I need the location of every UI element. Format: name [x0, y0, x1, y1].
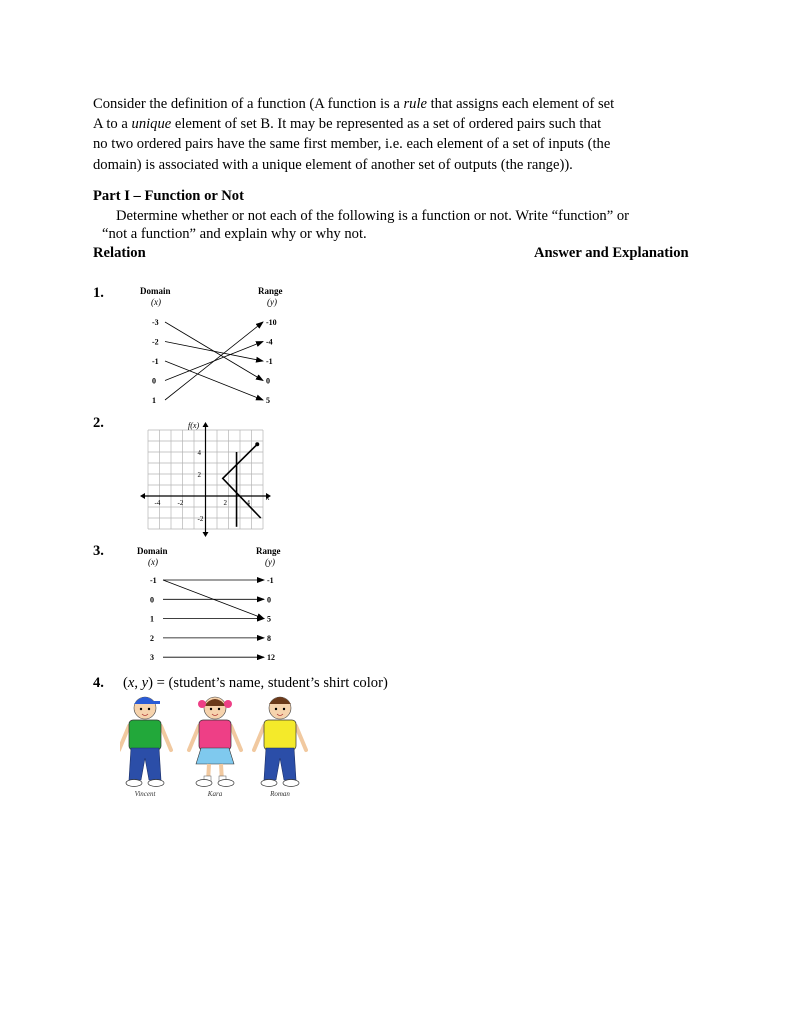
q2-y-tick-label: 4	[197, 449, 201, 457]
column-header-relation: Relation	[93, 245, 146, 261]
q3-range-value: -1	[267, 576, 274, 585]
q1-mapping-arrow	[165, 322, 263, 400]
student-shoe	[261, 780, 277, 787]
q1-domain-value: 1	[152, 396, 156, 405]
q1-range-var: (y)	[267, 297, 277, 307]
q3-range-label: Range	[256, 546, 281, 556]
q3-range-value: 5	[267, 614, 271, 624]
q1-range-value: -4	[266, 337, 273, 347]
student-name-label: Vincent	[134, 790, 156, 798]
student-eye	[140, 708, 142, 710]
student-cap-brim	[149, 701, 160, 704]
student-arm	[120, 726, 129, 750]
student-eye	[210, 708, 212, 710]
student-jeans	[129, 748, 161, 780]
q3-range-value: 8	[267, 633, 271, 643]
question-1-mapping-diagram	[130, 282, 300, 410]
q1-domain-value: -2	[152, 337, 159, 347]
student-name-label: Kara	[207, 790, 223, 798]
q3-range-value: 0	[267, 595, 271, 605]
question-1-number: 1.	[93, 285, 104, 301]
q2-y-tick-label: 2	[197, 471, 201, 479]
student-shoe	[126, 780, 142, 787]
intro-line-4: domain) is associated with a unique element of another set of outputs (the range)).	[93, 156, 573, 173]
student-arm	[231, 726, 241, 750]
student-shirt	[199, 720, 231, 750]
student-eye	[275, 708, 277, 710]
student-jeans	[264, 748, 296, 780]
q1-domain-value: -1	[152, 357, 159, 366]
student-figure	[254, 697, 306, 798]
instructions-line-1: Determine whether or not each of the following is a function or not. Write “function” or	[116, 208, 630, 224]
student-arm	[254, 726, 264, 750]
question-2-graph	[138, 418, 278, 540]
student-arm	[296, 726, 306, 750]
question-3-mapping-diagram	[130, 543, 300, 665]
student-arm	[161, 726, 171, 750]
student-hair-bow	[198, 700, 206, 708]
student-shoe	[218, 780, 234, 787]
student-figure	[120, 697, 171, 798]
student-hair	[269, 697, 291, 704]
student-eye	[218, 708, 220, 710]
question-4-text: (x, y) = (student’s name, student’s shirt color)	[123, 675, 388, 691]
q2-x-axis-arrow-left	[140, 493, 145, 499]
q1-range-label: Range	[258, 286, 283, 296]
student-eye	[283, 708, 285, 710]
q2-x-tick-label: -4	[154, 499, 161, 507]
intro-line-2: A to a unique element of set B. It may be represented as a set of ordered pairs such that	[93, 116, 602, 133]
q1-range-value: 0	[266, 376, 270, 386]
q3-range-var: (y)	[265, 557, 275, 567]
q1-range-value: 5	[266, 396, 270, 405]
intro-paragraph	[93, 94, 693, 175]
q2-x-axis-label: x	[266, 493, 270, 502]
intro-line-3: no two ordered pairs have the same first member, i.e. each element of a set of inputs (the	[93, 136, 611, 153]
part-title: Part I – Function or Not	[93, 188, 244, 204]
q2-y-tick-label: -2	[197, 515, 204, 523]
column-header-answer: Answer and Explanation	[534, 245, 689, 261]
student-skirt	[196, 748, 234, 764]
student-hair-bow	[224, 700, 232, 708]
q1-domain-var: (x)	[151, 297, 161, 307]
q2-x-tick-label: 4	[246, 499, 250, 507]
question-4-number: 4.	[93, 675, 104, 691]
student-eye	[148, 708, 150, 710]
q2-y-axis-label: f(x)	[188, 421, 200, 430]
q2-y-axis-arrow-down	[203, 532, 209, 537]
q2-y-axis-arrow-up	[203, 422, 209, 427]
q2-curve-endpoint	[255, 442, 259, 446]
student-shoe	[148, 780, 164, 787]
student-shirt	[129, 720, 161, 750]
student-name-label: Roman	[270, 790, 290, 798]
instructions-line-2: “not a function” and explain why or why not.	[102, 226, 367, 242]
q3-domain-value: 0	[150, 595, 154, 605]
q3-domain-value: -1	[150, 576, 157, 585]
q3-domain-var: (x)	[148, 557, 158, 567]
q1-mapping-arrow	[165, 342, 263, 362]
q1-domain-value: -3	[152, 318, 159, 327]
q1-domain-label: Domain	[140, 286, 171, 296]
q2-x-tick-label: 2	[223, 499, 227, 507]
q3-domain-value: 1	[150, 614, 154, 624]
q3-domain-label: Domain	[137, 546, 168, 556]
q3-domain-value: 3	[150, 653, 154, 663]
student-shoe	[283, 780, 299, 787]
q2-x-tick-label: -2	[177, 499, 184, 507]
q1-range-value: -10	[266, 318, 277, 327]
question-4-students-illustration	[120, 692, 310, 800]
intro-line-1: Consider the definition of a function (A function is a rule that assigns each element of set	[93, 96, 615, 112]
q3-domain-value: 2	[150, 633, 154, 643]
student-shirt	[264, 720, 296, 750]
q1-domain-value: 0	[152, 376, 156, 386]
q3-range-value: 12	[267, 653, 275, 663]
q1-mapping-arrow	[165, 361, 263, 400]
student-figure	[189, 697, 241, 798]
student-arm	[189, 726, 199, 750]
q1-range-value: -1	[266, 357, 273, 366]
student-shoe	[196, 780, 212, 787]
question-3-number: 3.	[93, 543, 104, 559]
question-2-number: 2.	[93, 415, 104, 431]
